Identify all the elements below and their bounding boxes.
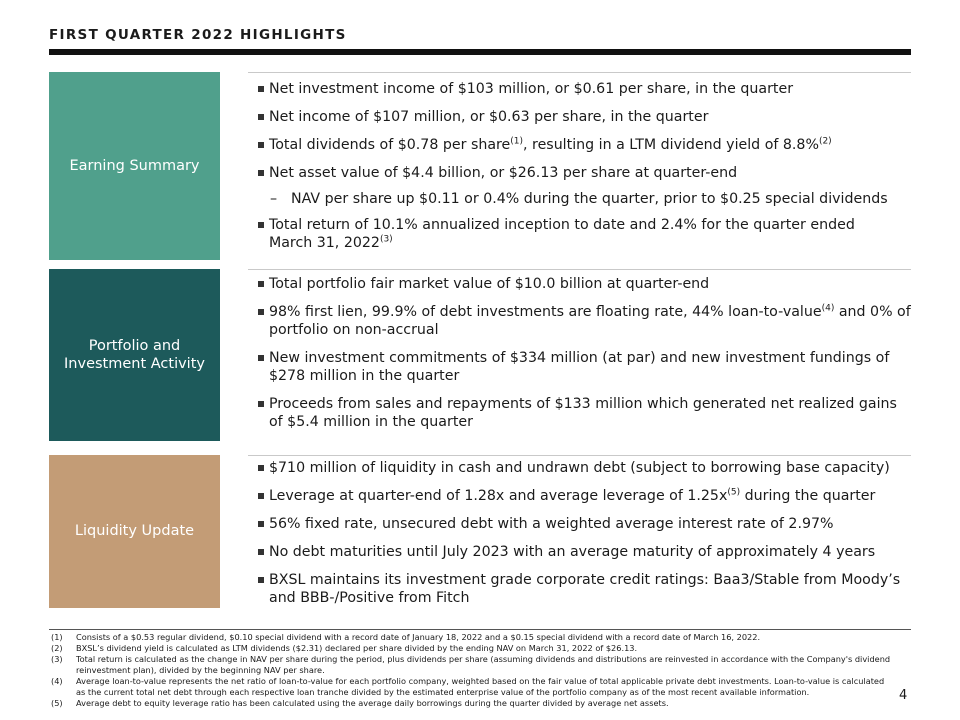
earning-summary-label-box (49, 72, 220, 260)
dash-bullet-icon: – (270, 191, 278, 207)
earning-summary-bullets (248, 72, 911, 260)
square-bullet-icon (258, 493, 264, 499)
bullet-item: Net investment income of $103 million, or $0.61 per share, in the quarter (248, 80, 911, 98)
square-bullet-icon (258, 170, 264, 176)
square-bullet-icon (258, 309, 264, 315)
liquidity-bullets (248, 455, 911, 608)
bullet-item: New investment commitments of $334 million (at par) and new investment fundings of $278 million in the quarter (248, 349, 911, 385)
square-bullet-icon (258, 86, 264, 92)
portfolio-section (49, 269, 911, 441)
footnote: (5) Average debt to equity leverage ratio has been calculated using the average daily borrowings during the quarter divided by average net assets. (51, 698, 669, 708)
footnote-ref: (3) (379, 234, 393, 245)
footnote: (1) Consists of a $0.53 regular dividend, $0.10 special dividend with a record date of January 18, 2022 and a $0.15 special dividend with a record date of March 16, 2022. (51, 632, 761, 642)
bullet-item: Total return of 10.1% annualized inception to date and 2.4% for the quarter ended March 31, 2022$^{(3)}$ (248, 216, 911, 252)
bullet-item: Total portfolio fair market value of $10.0 billion at quarter-end (248, 275, 911, 293)
bullet-item: No debt maturities until July 2023 with an average maturity of approximately 4 years (248, 543, 911, 561)
liquidity-section (49, 455, 911, 608)
square-bullet-icon (258, 142, 264, 148)
portfolio-label: Portfolio and Investment Activity (64, 337, 205, 372)
earning-summary-section (49, 72, 911, 260)
square-bullet-icon (258, 401, 264, 407)
bullet-item: Leverage at quarter-end of 1.28x and average leverage of $1.25x^{(5)}$ during the quarter (248, 487, 911, 505)
square-bullet-icon (258, 281, 264, 287)
footnote-divider (49, 629, 911, 630)
square-bullet-icon (258, 114, 264, 120)
footnote: (3) Total return is calculated as the change in NAV per share during the period, plus dividends per share (assuming dividends and distributions are reinvested in accordance with the Company's dividend reinvestment plan), divided by the beginning NAV per share. (51, 654, 891, 675)
bullet-item: BXSL maintains its investment grade corporate credit ratings: Baa3/Stable from Moody’s and BBB-/Positive from Fitch (248, 571, 911, 607)
bullet-item: 98% first lien, 99.9% of debt investments are floating rate, 44% loan-to-value$^{(4)}$ and 0% of portfolio on non-accrual (248, 303, 911, 339)
bullet-item: 56% fixed rate, unsecured debt with a weighted average interest rate of 2.97% (248, 515, 911, 533)
page-number: 4 (899, 688, 908, 703)
earning-summary-label: Earning Summary (69, 157, 200, 174)
square-bullet-icon (258, 577, 264, 583)
bullet-item: $710 million of liquidity in cash and undrawn debt (subject to borrowing base capacity) (248, 459, 911, 477)
footnote-ref: (2) (818, 136, 832, 147)
sub-bullet-item: – NAV per share up $0.11 or 0.4% during the quarter, prior to $0.25 special dividends (270, 191, 888, 207)
portfolio-bullets (248, 269, 911, 441)
footnote-ref: (5) (727, 487, 741, 498)
square-bullet-icon (258, 521, 264, 527)
square-bullet-icon (258, 549, 264, 555)
footnote-ref: (4) (821, 303, 835, 314)
bullet-item: Net asset value of $4.4 billion, or $26.13 per share at quarter-end (248, 164, 911, 182)
footnote-ref: (1) (510, 136, 524, 147)
square-bullet-icon (258, 222, 264, 228)
page-title: FIRST QUARTER 2022 HIGHLIGHTS (49, 27, 347, 43)
footnote: (4) Average loan-to-value represents the net ratio of loan-to-value for each portfolio company, weighted based on the fair value of total applicable private debt investments. Loan-to-value is calculated as the current total net debt through each respective loan tranche divided by the estimated enterprise value of the portfolio company as of the most recent available information. (51, 676, 885, 697)
portfolio-label-box (49, 269, 220, 441)
bullet-item: Proceeds from sales and repayments of $133 million which generated net realized gains of $5.4 million in the quarter (248, 395, 911, 431)
liquidity-label: Liquidity Update (74, 523, 195, 540)
square-bullet-icon (258, 465, 264, 471)
liquidity-label-box (49, 455, 220, 608)
bullet-item: Net income of $107 million, or $0.63 per share, in the quarter (248, 108, 911, 126)
footnote: (2) BXSL’s dividend yield is calculated as LTM dividends ($2.31) declared per share divided by the ending NAV on March 31, 2022 of $26.13. (51, 643, 638, 653)
title-divider (49, 49, 911, 55)
bullet-item: Total dividends of $0.78 per share$^{(1)}$, resulting in a LTM dividend yield of 8.8%$^{(2)}$ (248, 136, 911, 154)
square-bullet-icon (258, 355, 264, 361)
